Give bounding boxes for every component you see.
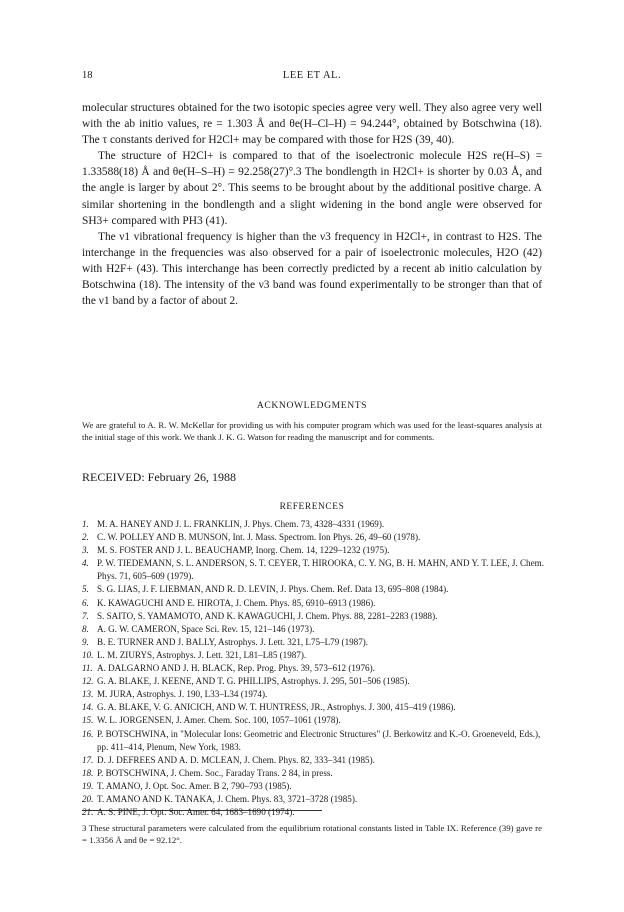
- reference-item: [82, 649, 544, 662]
- reference-text: S. G. LIAS, J. F. LIEBMAN, AND R. D. LEVIN, J. Phys. Chem. Ref. Data 13, 695–808 (1984).: [97, 584, 449, 595]
- reference-number: 20.: [82, 793, 94, 804]
- received-date: RECEIVED: February 26, 1988: [82, 470, 236, 484]
- reference-number: 18.: [82, 767, 94, 778]
- reference-text: B. E. TURNER AND J. BALLY, Astrophys. J. Lett. 321, L75–L79 (1987).: [97, 636, 369, 647]
- reference-item: [82, 675, 544, 688]
- reference-number: 10.: [82, 649, 94, 660]
- reference-text: P. W. TIEDEMANN, S. L. ANDERSON, S. T. CEYER, T. HIROOKA, C. Y. NG, B. H. MAHN, AND Y. T. LEE, J. Chem. Phys. 71, 605–609 (1979).: [97, 558, 544, 582]
- reference-number: 19.: [82, 780, 94, 791]
- reference-item: [82, 728, 544, 754]
- reference-number: 1.: [82, 519, 89, 529]
- reference-text: S. SAITO, S. YAMAMOTO, AND K. KAWAGUCHI, J. Chem. Phys. 88, 2281–2283 (1988).: [97, 610, 438, 621]
- reference-number: 4.: [82, 558, 89, 569]
- reference-number: 15.: [82, 715, 94, 726]
- body-text: [82, 100, 542, 309]
- running-head: LEE ET AL.: [282, 70, 342, 81]
- reference-item: [82, 754, 544, 767]
- reference-item: [82, 531, 544, 544]
- footnote: 3 These structural parameters were calculated from the equilibrium rotational constants listed in Table IX. Reference (39) gave re = 1.3356 Å and θe = 92.12°.: [82, 823, 542, 846]
- reference-number: 14.: [82, 702, 94, 713]
- reference-item: [82, 780, 544, 793]
- reference-item: [82, 714, 544, 727]
- reference-text: P. BOTSCHWINA, in "Molecular Ions: Geometric and Electronic Structures" (J. Berkowitz and K.-O. Groeneveld, Eds.), pp. 411–414, Plenum, New York, 1983.: [97, 728, 541, 752]
- reference-text: T. AMANO, J. Opt. Soc. Amer. B 2, 790–793 (1985).: [97, 780, 292, 791]
- reference-text: A. G. W. CAMERON, Space Sci. Rev. 15, 121–146 (1973).: [97, 623, 315, 634]
- reference-item: [82, 557, 544, 583]
- reference-number: 6.: [82, 597, 89, 608]
- reference-item: [82, 610, 544, 623]
- acknowledgments-heading: ACKNOWLEDGMENTS: [256, 400, 368, 411]
- reference-number: 8.: [82, 623, 89, 634]
- reference-item: [82, 597, 544, 610]
- body-paragraph: The ν1 vibrational frequency is higher than the ν3 frequency in H2Cl+, in contrast to H2S. The interchange in the frequencies was also observed for a pair of isoelectronic molecules, H2O (42) with H2F+ (43). This interchange has been correctly predicted by a recent ab initio calculation by Botschwina (18). The intensity of the ν3 band was found experimentally to be stronger than that of the ν1 band by a factor of about 2.: [82, 230, 542, 308]
- reference-number: 2.: [82, 532, 89, 543]
- reference-number: 7.: [82, 610, 89, 621]
- reference-item: [82, 767, 544, 780]
- page-number: 18: [82, 70, 93, 81]
- reference-number: 5.: [82, 584, 89, 595]
- reference-item: [82, 688, 544, 701]
- body-paragraph: The structure of H2Cl+ is compared to that of the isoelectronic molecule H2S re(H–S) = 1.33588(18) Å and θe(H–S–H) = 92.258(27)°.3 The bondlength in H2Cl+ is shorter by 0.03 Å, and the angle is larger by about 2°. This seems to be brought about by the additional positive charge. A similar shortening in the bondlength and a slight widening in the bond angle were observed for SH3+ compared with PH3 (41).: [82, 150, 542, 227]
- reference-text: C. W. POLLEY AND B. MUNSON, Int. J. Mass. Spectrom. Ion Phys. 26, 49–60 (1978).: [97, 532, 421, 543]
- reference-item: [82, 793, 544, 806]
- reference-text: G. A. BLAKE, V. G. ANICICH, AND W. T. HUNTRESS, JR., Astrophys. J. 300, 415–419 (1986).: [97, 702, 456, 713]
- reference-number: 16.: [82, 728, 94, 739]
- reference-number: 11.: [82, 663, 93, 674]
- reference-text: M. A. HANEY AND J. L. FRANKLIN, J. Phys. Chem. 73, 4328–4331 (1969).: [97, 519, 385, 529]
- reference-item: [82, 806, 544, 819]
- page-header: [82, 70, 542, 86]
- body-paragraph: molecular structures obtained for the two isotopic species agree very well. They also agree very well with the ab initio values, re = 1.303 Å and θe(H–Cl–H) = 94.244°, obtained by Botschwina (18). The τ constants derived for H2Cl+ may be compared with those for H2S (39, 40).: [82, 102, 542, 147]
- references-heading: REFERENCES: [279, 502, 345, 512]
- reference-item: [82, 623, 544, 636]
- reference-item: [82, 518, 544, 531]
- reference-item: [82, 662, 544, 675]
- reference-number: 21.: [82, 807, 94, 818]
- reference-item: [82, 583, 544, 596]
- reference-text: D. J. DEFREES AND A. D. MCLEAN, J. Chem. Phys. 82, 333–341 (1985).: [97, 754, 375, 765]
- reference-text: M. S. FOSTER AND J. L. BEAUCHAMP, Inorg. Chem. 14, 1229–1232 (1975).: [97, 545, 390, 556]
- reference-item: [82, 544, 544, 557]
- reference-text: K. KAWAGUCHI AND E. HIROTA, J. Chem. Phys. 85, 6910–6913 (1986).: [97, 597, 376, 608]
- reference-text: A. S. PINE, J. Opt. Soc. Amer. 64, 1683–1690 (1974).: [97, 807, 295, 818]
- reference-text: M. JURA, Astrophys. J. 190, L33–L34 (1974).: [97, 689, 268, 700]
- reference-text: A. DALGARNO AND J. H. BLACK, Rep. Prog. Phys. 39, 573–612 (1976).: [97, 663, 375, 674]
- reference-list: [82, 518, 544, 819]
- reference-number: 9.: [82, 636, 89, 647]
- reference-number: 13.: [82, 689, 94, 700]
- reference-text: P. BOTSCHWINA, J. Chem. Soc., Faraday Trans. 2 84, in press.: [97, 767, 333, 778]
- reference-text: L. M. ZIURYS, Astrophys. J. Lett. 321, L81–L85 (1987).: [97, 649, 307, 660]
- reference-number: 3.: [82, 545, 89, 556]
- reference-text: T. AMANO AND K. TANAKA, J. Chem. Phys. 83, 3721–3728 (1985).: [97, 793, 358, 804]
- acknowledgments-text: We are grateful to A. R. W. McKellar for providing us with his computer program which was used for the least-squares analysis at the initial stage of this work. We thank J. K. G. Watson for reading the manuscript and for comments.: [82, 420, 542, 443]
- reference-text: G. A. BLAKE, J. KEENE, AND T. G. PHILLIPS, Astrophys. J. 295, 501–506 (1985).: [97, 676, 410, 687]
- reference-number: 12.: [82, 676, 94, 687]
- reference-item: [82, 701, 544, 714]
- reference-number: 17.: [82, 754, 94, 765]
- reference-item: [82, 636, 544, 649]
- reference-text: W. L. JORGENSEN, J. Amer. Chem. Soc. 100, 1057–1061 (1978).: [97, 715, 341, 726]
- footnote-divider: [82, 810, 322, 811]
